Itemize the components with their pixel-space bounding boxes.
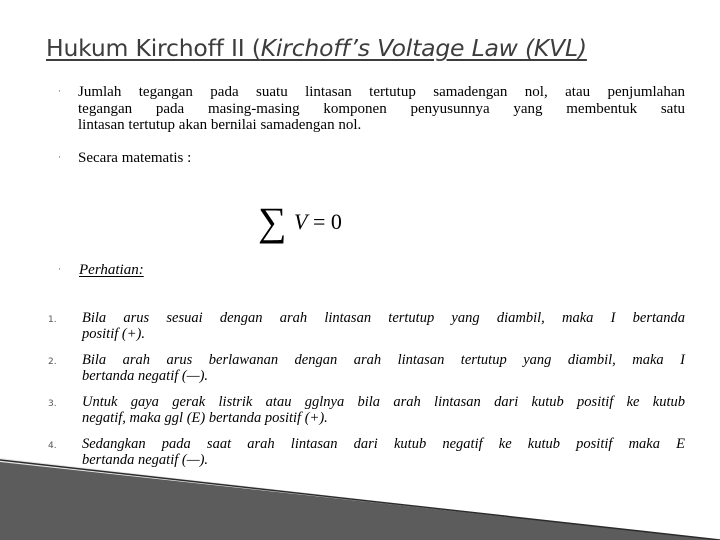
- list-item: [82, 394, 685, 426]
- definition-line: Jumlah tegangan pada suatu lintasan tertutup samadengan nol, atau penjumlahan: [78, 84, 685, 100]
- sigma-symbol: ∑: [258, 199, 287, 244]
- list-item-line: bertanda negatif (—).: [82, 452, 209, 469]
- bullet-icon: ·: [58, 152, 61, 162]
- list-item: [82, 310, 685, 342]
- list-item-line: Sedangkan pada saat arah lintasan dari kutub negatif ke kutub positif maka E: [82, 436, 685, 452]
- list-item-line: bertanda negatif (—).: [82, 368, 209, 385]
- note-heading: Perhatian:: [79, 262, 144, 278]
- list-item-line: Bila arah arus berlawanan dengan arah lintasan tertutup yang diambil, maka I: [82, 352, 685, 368]
- formula-rest: = 0: [307, 209, 342, 234]
- title-italic: Kirchoff’s Voltage Law (KVL): [260, 34, 587, 62]
- list-item-line: Bila arus sesuai dengan arah lintasan tertutup yang diambil, maka I bertanda: [82, 310, 685, 326]
- title-prefix: Hukum Kirchoff II (: [46, 34, 261, 62]
- slide-title: [46, 34, 587, 62]
- list-number: 2.: [48, 357, 57, 367]
- formula-expression: [294, 209, 342, 235]
- definition-line: tegangan pada masing-masing komponen penyusunnya yang membentuk satu: [78, 100, 685, 117]
- list-item: [82, 352, 685, 384]
- list-item-line: negatif, maka ggl (E) bertanda positif (+).: [82, 410, 328, 427]
- formula-variable: V: [294, 209, 308, 234]
- definition-line: lintasan tertutup akan bernilai samadengan nol.: [78, 117, 362, 133]
- bullet-icon: ·: [58, 86, 61, 96]
- list-item-line: positif (+).: [82, 326, 145, 343]
- list-number: 4.: [48, 441, 57, 451]
- definition-paragraph: [78, 84, 685, 134]
- decorative-wedge: [0, 440, 720, 540]
- list-number: 1.: [48, 315, 57, 325]
- kvl-formula: [256, 199, 366, 247]
- math-intro: Secara matematis :: [78, 150, 192, 166]
- bullet-icon: ·: [58, 264, 61, 274]
- list-number: 3.: [48, 399, 57, 409]
- list-item-line: Untuk gaya gerak listrik atau gglnya bila arah lintasan dari kutub positif ke kutub: [82, 394, 685, 410]
